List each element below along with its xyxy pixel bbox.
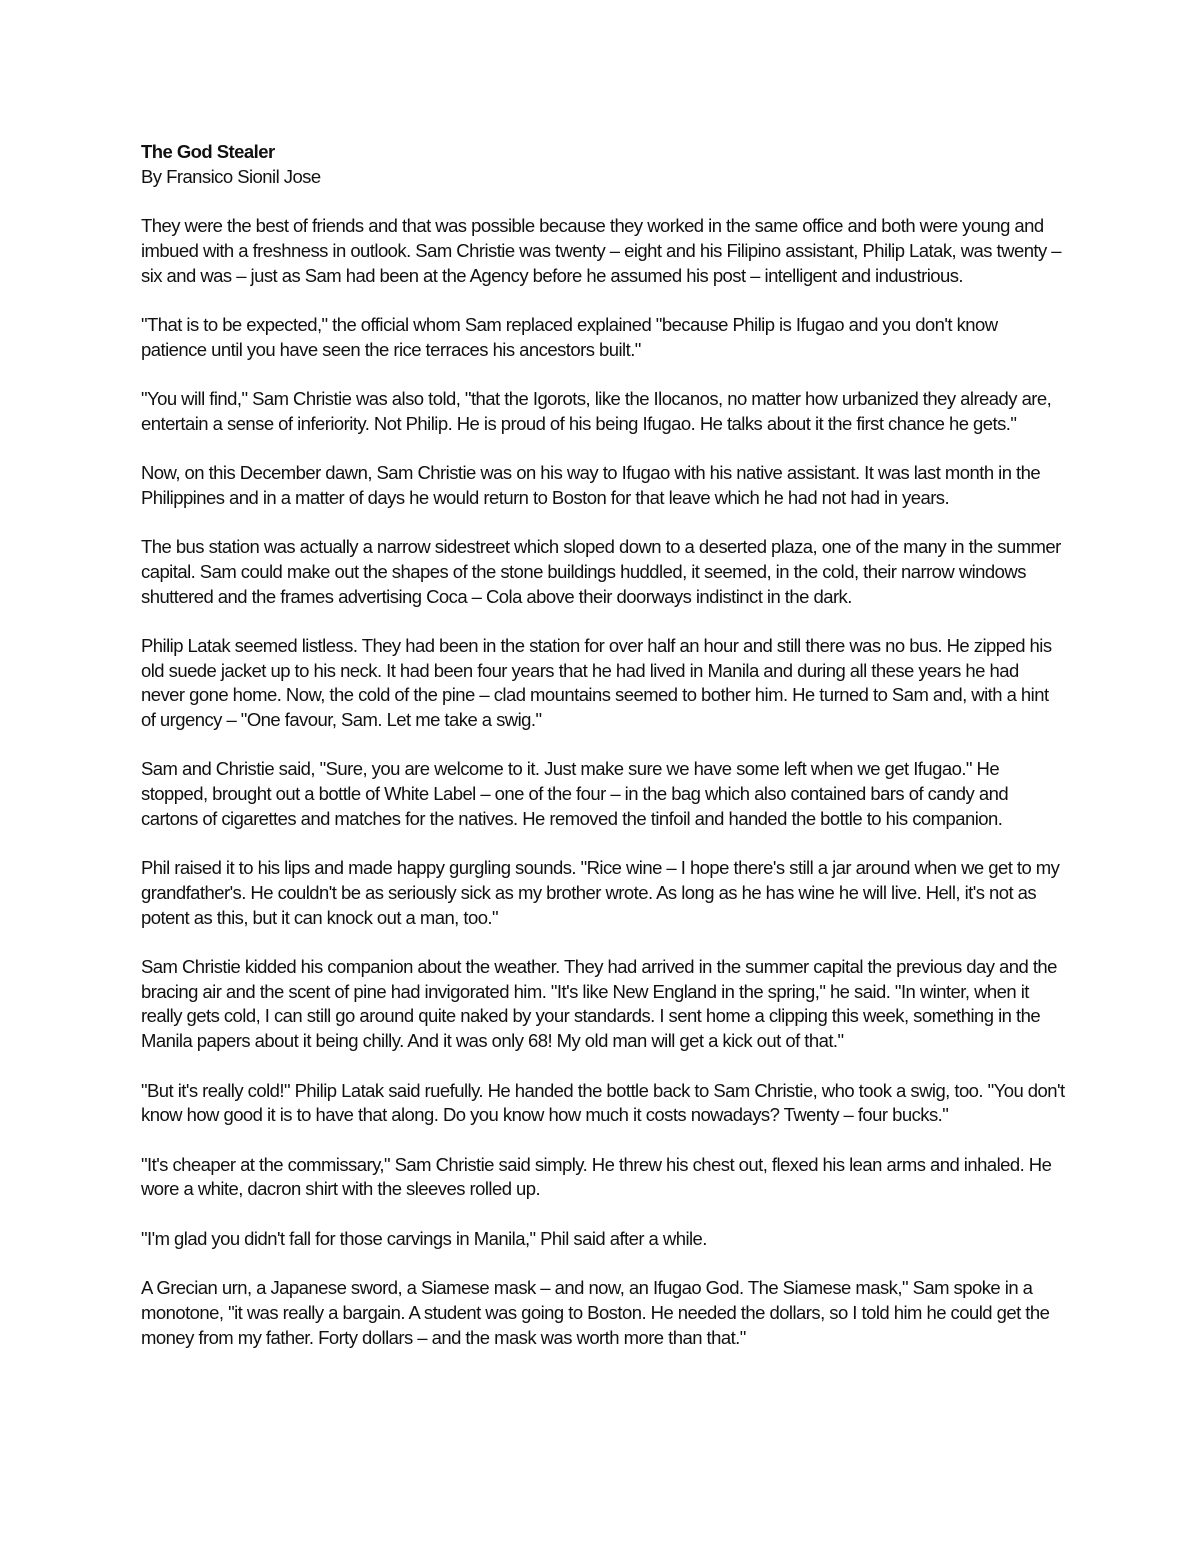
paragraph: "But it's really cold!" Philip Latak said ruefully. He handed the bottle back to Sam Christie, who took a swig, too. "You don't know how good it is to have that along. Do you know how much it costs nowadays? Twenty – four bucks." bbox=[141, 1079, 1065, 1126]
paragraph: Sam and Christie said, "Sure, you are welcome to it. Just make sure we have some left when we get Ifugao." He stopped, brought out a bottle of White Label – one of the four – in the bag which also contained bars of candy and cartons of cigarettes and matches for the natives. He removed the tinfoil and handed the bottle to his companion. bbox=[141, 758, 1009, 829]
document-title: The God Stealer bbox=[141, 141, 275, 162]
paragraph: The bus station was actually a narrow sidestreet which sloped down to a deserted plaza, one of the many in the summer capital. Sam could make out the shapes of the stone buildings huddled, it seemed, in the cold, their narrow windows shuttered and the frames advertising Coca – Cola above their doorways indistinct in the dark. bbox=[141, 536, 1061, 607]
document-author: By Fransico Sionil Jose bbox=[141, 165, 321, 187]
paragraph: Sam Christie kidded his companion about the weather. They had arrived in the summer capital the previous day and the bracing air and the scent of pine had invigorated him. "It's like New England in the spring," he said. "In winter, when it really gets cold, I can still go around quite naked by your standards. I sent home a clipping this week, something in the Manila papers about it being chilly. And it was only 68! My old man will get a kick out of that." bbox=[141, 956, 1057, 1052]
paragraph: Phil raised it to his lips and made happy gurgling sounds. "Rice wine – I hope there's still a jar around when we get to my grandfather's. He couldn't be as seriously sick as my brother wrote. As long as he has wine he will live. Hell, it's not as potent as this, but it can knock out a man, too." bbox=[141, 857, 1060, 928]
paragraph: "It's cheaper at the commissary," Sam Christie said simply. He threw his chest out, flexed his lean arms and inhaled. He wore a white, dacron shirt with the sleeves rolled up. bbox=[141, 1153, 1052, 1200]
paragraph: "I'm glad you didn't fall for those carvings in Manila," Phil said after a while. bbox=[141, 1227, 707, 1249]
paragraph: Philip Latak seemed listless. They had been in the station for over half an hour and still there was no bus. He zipped his old suede jacket up to his neck. It had been four years that he had lived in Manila and during all these years he had never gone home. Now, the cold of the pine – clad mountains seemed to bother him. He turned to Sam and, with a hint of urgency – "One favour, Sam. Let me take a swig." bbox=[141, 634, 1052, 731]
paragraph: A Grecian urn, a Japanese sword, a Siamese mask – and now, an Ifugao God. The Siamese mask," Sam spoke in a monotone, "it was really a bargain. A student was going to Boston. He needed the dollars, so I told him he could get the money from my father. Forty dollars – and the mask was worth more than that." bbox=[141, 1277, 1050, 1348]
paragraph: They were the best of friends and that was possible because they worked in the same office and both were young and imbued with a freshness in outlook. Sam Christie was twenty – eight and his Filipino assistant, Philip Latak, was twenty – six and was – just as Sam had been at the Agency before he assumed his post – intelligent and industrious. bbox=[141, 215, 1062, 286]
document-page bbox=[141, 140, 1066, 1375]
paragraph: "You will find," Sam Christie was also told, "that the Igorots, like the Ilocanos, no matter how urbanized they already are, entertain a sense of inferiority. Not Philip. He is proud of his being Ifugao. He talks about it the first chance he gets." bbox=[141, 387, 1052, 434]
paragraph: Now, on this December dawn, Sam Christie was on his way to Ifugao with his native assistant. It was last month in the Philippines and in a matter of days he would return to Boston for that leave which he had not had in years. bbox=[141, 462, 1041, 508]
paragraph: "That is to be expected," the official whom Sam replaced explained "because Philip is Ifugao and you don't know patience until you have seen the rice terraces his ancestors built." bbox=[141, 313, 998, 360]
